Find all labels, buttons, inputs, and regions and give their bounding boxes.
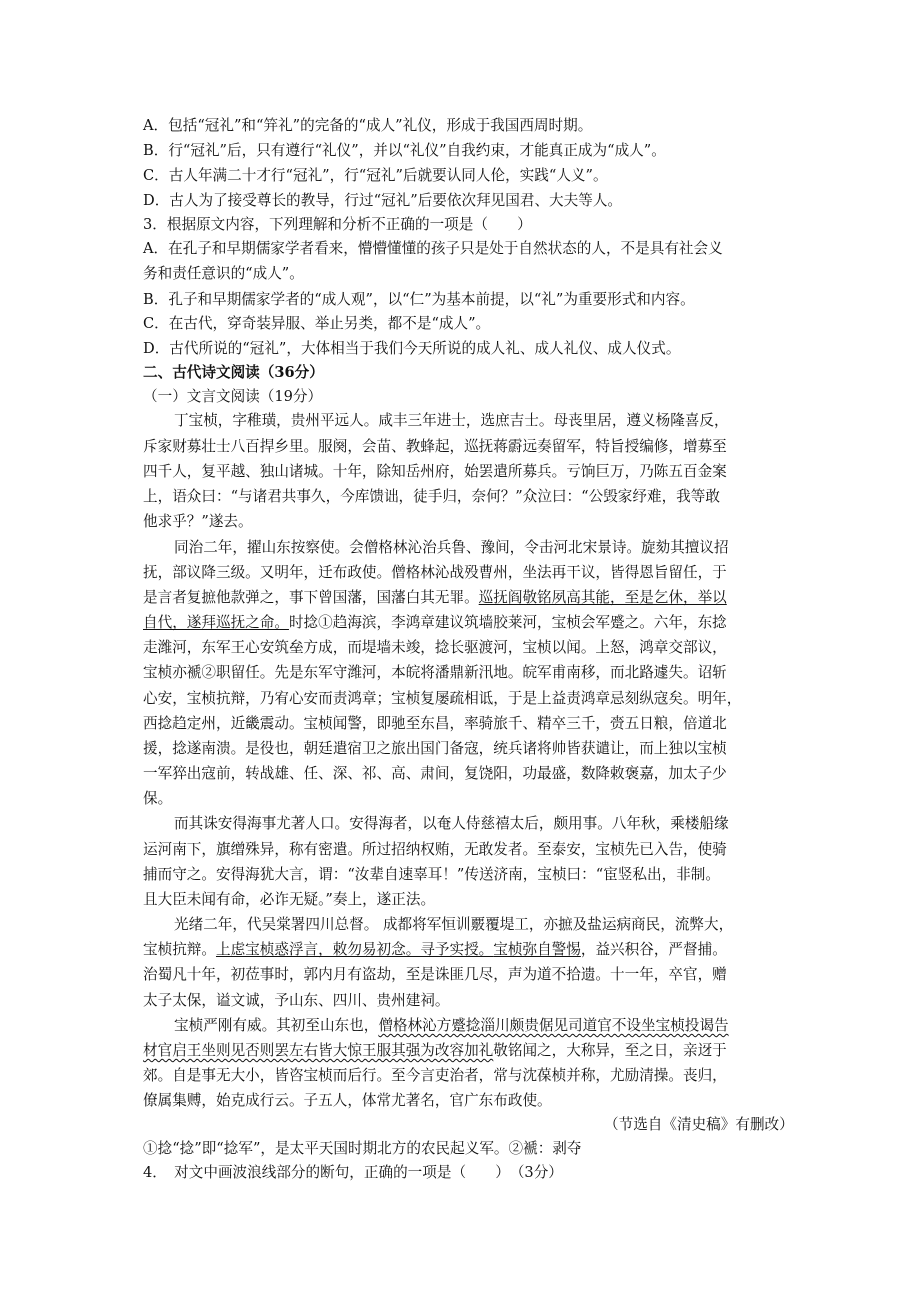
p3-line: 运河南下，旗缯殊异，称有密遣。所过招纳权贿，无敢发者。至泰安，宝桢先已入告，使骑 bbox=[143, 841, 727, 858]
p4-line: 治蜀凡十年，初莅事时，郭内月有盗劫，至是诛匪几尽，声为道不拾遗。十一年，卒官，赠 bbox=[143, 966, 727, 983]
p2-text: 是言者复摭他款弹之，事下曾国藩，国藩白其无罪。 bbox=[143, 589, 479, 606]
p5-line: 僚属集赙，始克成行云。子五人，体常尤著名，官广东布政使。 bbox=[143, 1092, 552, 1109]
section-title: 二、古代诗文阅读（36分） bbox=[143, 364, 324, 381]
p2-line bbox=[143, 612, 727, 634]
wavy-underlined-passage: 僧格林沁方蹙捻淄川颇贵倨见司道官不设坐宝桢投谒告 bbox=[378, 1017, 729, 1034]
p3-line: 捕而守之。安得海犹大言，谓：“汝辈自速辜耳！”传送济南，宝桢曰：“宦竖私出，非制。 bbox=[143, 866, 720, 883]
p2-line: 心安，宝桢抗辩，乃宥心安而责鸿章；宝桢复屡疏相诋，于是上益责鸿章忌刻纵寇矣。明年， bbox=[143, 690, 742, 707]
q4-stem: 4． 对文中画波浪线部分的断句，正确的一项是（ ） （3分） bbox=[143, 1164, 563, 1181]
q3-option-b: B．孔子和早期儒家学者的“成人观”，以“仁”为基本前提，以“礼”为重要形式和内容。 bbox=[143, 291, 695, 308]
p1-line: 四千人，复平越、独山诸城。十年，除知岳州府，始罢遣所募兵。亏饷巨万，乃陈五百金案 bbox=[143, 463, 727, 480]
p2-text: 时捻①趋海滨，李鸿章建议筑墙胶莱河，宝桢会军蹙之。六年，东捻 bbox=[288, 614, 727, 631]
p1-line: 他求乎？”遂去。 bbox=[143, 513, 253, 530]
p2-line: 同治二年，擢山东按察使。会僧格林沁治兵鲁、豫间，令击河北宋景诗。旋劾其擅议招 bbox=[174, 539, 729, 556]
q2-option-c: C．古人年满二十才行“冠礼”，行“冠礼”后就要认同人伦，实践“人义”。 bbox=[143, 167, 608, 184]
p2-line: 西捻趋定州，近畿震动。宝桢闻警，即驰至东昌，率骑旅千、精卒三千，赍五日粮，倍道北 bbox=[143, 715, 727, 732]
section-subtitle: （一）文言文阅读（19分） bbox=[143, 388, 323, 405]
q2-option-a: A．包括“冠礼”和“笄礼”的完备的“成人”礼仪，形成于我国西周时期。 bbox=[143, 117, 593, 134]
q3-option-d: D．古代所说的“冠礼”，大体相当于我们今天所说的成人礼、成人礼仪、成人仪式。 bbox=[143, 340, 681, 357]
q3-stem: 3．根据原文内容，下列理解和分析不正确的一项是（ ） bbox=[143, 216, 532, 233]
q3-option-a: A．在孔子和早期儒家学者看来，懵懵懂懂的孩子只是处于自然状态的人，不是具有社会义 bbox=[143, 240, 723, 257]
p4-line: 太子太保，谥文诚，予山东、四川、贵州建祠。 bbox=[143, 992, 450, 1009]
underlined-sentence: 巡抚阎敬铭夙高其能，至是乞休，举以 bbox=[478, 589, 727, 606]
p4-line: 光绪二年，代吴棠署四川总督。 成都将军恒训覈覆堤工，亦摭及盐运病商民，流弊大， bbox=[174, 916, 734, 933]
p2-line: 宝桢亦褫②职留任。先是东军守潍河，本皖将潘鼎新汛地。皖军甫南移，而北路遽失。诏斩 bbox=[143, 664, 727, 681]
p1-line: 上，语众曰：“与诸君共事久，今库馈诎，徒手归，奈何？”众泣曰：“公毁家纾难，我等敢 bbox=[143, 488, 720, 505]
p5-text: 敬铭闻之，大称异，至之日，亲迓于 bbox=[493, 1042, 727, 1059]
p4-text: ，益兴积谷，严督捕。 bbox=[580, 941, 727, 958]
p5-text: 宝桢严刚有威。其初至山东也， bbox=[174, 1017, 379, 1034]
p3-line: 且大臣未闻有命，必诈无疑。”奏上，遂正法。 bbox=[143, 891, 436, 908]
p2-line bbox=[143, 587, 727, 609]
p5-line bbox=[143, 1040, 727, 1062]
p4-text: 宝桢抗辩。 bbox=[143, 941, 216, 958]
p2-line: 援，捻遂南溃。是役也，朝廷遣宿卫之旅出国门备寇，统兵诸将帅皆获谴让，而上独以宝桢 bbox=[143, 740, 727, 757]
p2-line: 抚，部议降三级。又明年，迁布政使。僧格林沁战殁曹州，坐法再干议，皆得恩旨留任，于 bbox=[143, 564, 727, 581]
underlined-sentence: 自代，遂拜巡抚之命。 bbox=[143, 614, 289, 631]
p5-line: 郊。自是事无大小，皆咨宝桢而后行。至今言吏治者，常与沈葆桢并称，尤励清操。丧归， bbox=[143, 1067, 727, 1084]
p2-line: 一军猝出寇前，转战雄、任、深、祁、高、肃间，复饶阳，功最盛，数降敕褒嘉，加太子少 bbox=[143, 765, 727, 782]
p4-line bbox=[143, 939, 727, 961]
p2-line: 保。 bbox=[143, 790, 173, 807]
q2-option-b: B．行“冠礼”后，只有遵行“礼仪”，并以“礼仪”自我约束，才能真正成为“成人”。 bbox=[143, 142, 666, 159]
q3-option-a-cont: 务和责任意识的“成人”。 bbox=[143, 265, 304, 282]
p1-line: 斥家财募壮士八百捍乡里。服阕，会苗、教蜂起，巡抚蒋霨远奏留军，特旨授编修，增募至 bbox=[143, 438, 727, 455]
underlined-sentence: 上虑宝桢惑浮言，敕勿易初念。寻予实授。 bbox=[215, 941, 494, 958]
q2-option-d: D．古人为了接受尊长的教导，行过“冠礼”后要依次拜见国君、大夫等人。 bbox=[143, 192, 623, 209]
wavy-underlined-passage: 材官启王坐则见否则罢左右皆大惊王服其强为改容加礼 bbox=[143, 1042, 494, 1059]
p5-line bbox=[174, 1015, 729, 1037]
p2-line: 走潍河，东军王心安筑垒方成，而堤墙未竣，捻长驱渡河，宝桢以闻。上怒，鸿章交部议， bbox=[143, 639, 727, 656]
source-note: （节选自《清史稿》有删改） bbox=[604, 1116, 794, 1133]
underlined-sentence: 宝桢弥自警惕 bbox=[493, 941, 581, 958]
q3-option-c: C．在古代，穿奇装异服、举止另类，都不是“成人”。 bbox=[143, 315, 491, 332]
footnote: ①捻“捻”即“捻军”，是太平天国时期北方的农民起义军。②褫：剥夺 bbox=[143, 1140, 582, 1157]
p3-line: 而其诛安得海事尤著人口。安得海者，以奄人侍慈禧太后，颇用事。八年秋，乘楼船缘 bbox=[174, 815, 729, 832]
p1-line: 丁宝桢，字稚璜，贵州平远人。咸丰三年进士，选庶吉士。母丧里居，遵义杨隆喜反， bbox=[174, 412, 729, 429]
